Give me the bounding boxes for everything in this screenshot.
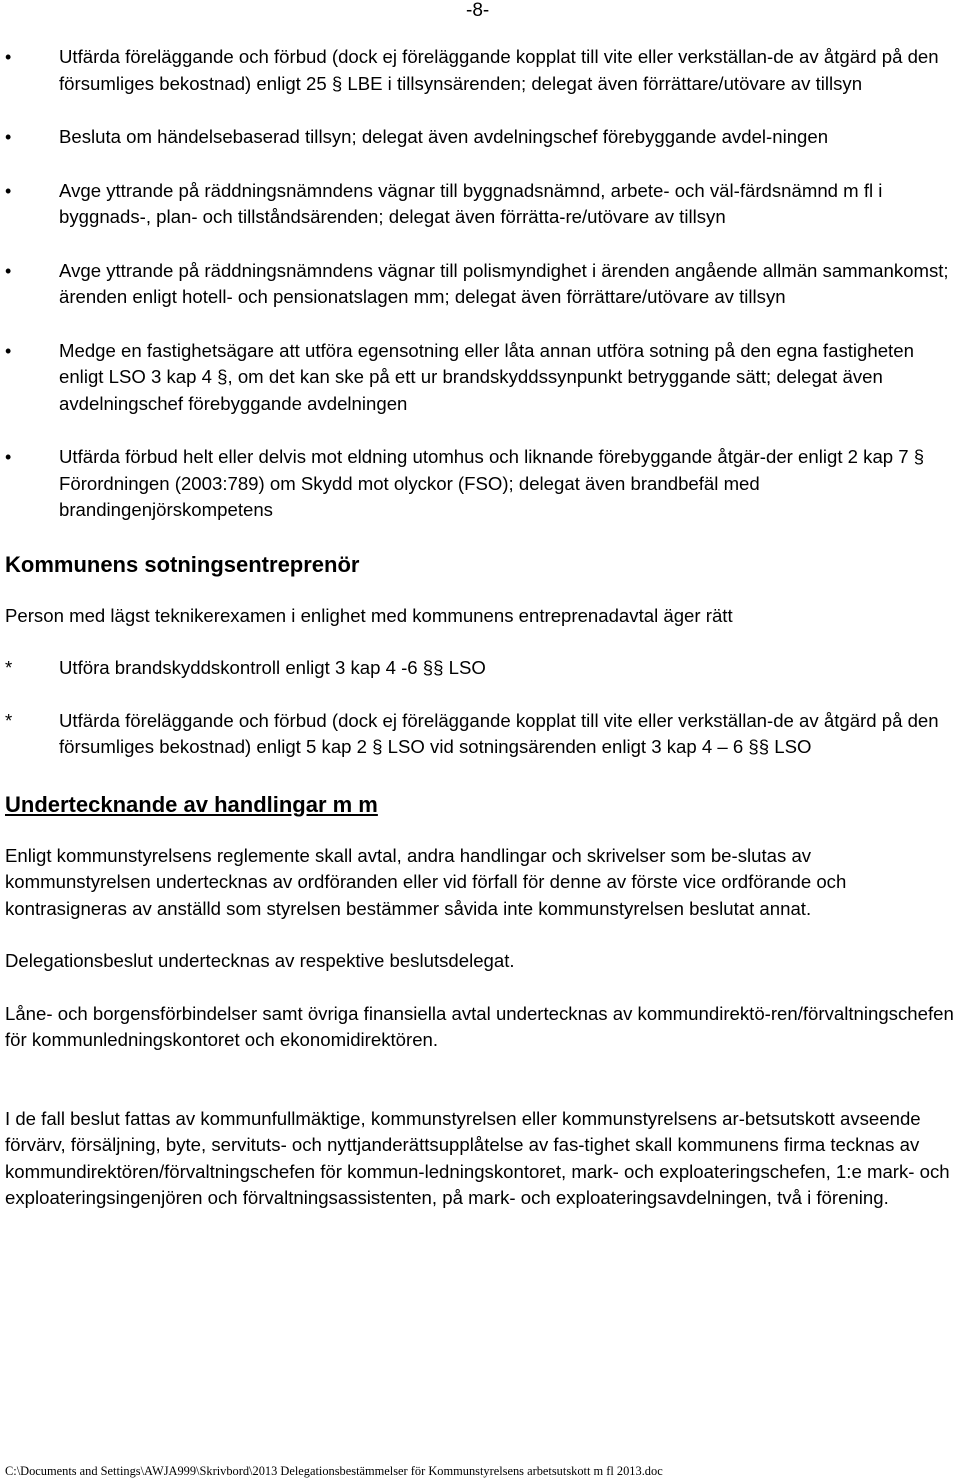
list-item-text: Utföra brandskyddskontroll enligt 3 kap 4 -6 §§ LSO: [59, 657, 486, 678]
list-item-text: Avge yttrande på räddningsnämndens vägnar till byggnadsnämnd, arbete- och väl-färdsnämnd m fl i byggnads-, plan- och tillståndsärenden; delegat även förrätta-re/utövare av tillsyn: [59, 179, 883, 227]
bullet-icon: •: [5, 340, 12, 361]
list-item: [5, 444, 957, 524]
section-heading-undertecknande: Undertecknande av handlingar m m: [5, 791, 378, 817]
asterisk-marker: *: [5, 657, 13, 678]
list-item-text: Besluta om händelsebaserad tillsyn; delegat även avdelningschef förebyggande avdel-ningen: [59, 126, 829, 147]
bullet-icon: •: [5, 127, 12, 147]
list-item-text: Utfärda föreläggande och förbud (dock ej föreläggande kopplat till vite eller verkställan-de av åtgärd på den försumliges bekostnad) enligt 5 kap 2 § LSO vid sotningsärenden enligt 3 kap 4 – 6 §§ LSO: [59, 709, 939, 757]
paragraph: Låne- och borgensförbindelser samt övriga finansiella avtal undertecknas av kommundirektö-ren/förvaltningschefen för kommunledningskontoret och ekonomidirektören.: [5, 1002, 954, 1050]
delegation-bullet-list: [5, 44, 957, 524]
page-number: -8-: [466, 0, 490, 21]
paragraph: Delegationsbeslut undertecknas av respektive beslutsdelegat.: [5, 950, 515, 971]
bullet-icon: •: [5, 447, 12, 467]
bullet-icon: •: [5, 180, 12, 201]
bullet-icon: •: [5, 260, 12, 281]
list-item: [5, 178, 957, 231]
list-item: [5, 44, 957, 97]
list-item: [5, 124, 957, 151]
document-body: [5, 44, 957, 1238]
list-item-text: Utfärda förbud helt eller delvis mot eldning utomhus och liknande förebyggande åtgär-der enligt 2 kap 7 § Förordningen (2003:789) om Skydd mot olyckor (FSO); delegat även brandbefäl med brandingenjörskompetens: [59, 446, 925, 520]
list-item: [5, 338, 957, 418]
list-item-text: Avge yttrande på räddningsnämndens vägnar till polismyndighet i ärenden angående allmän sammankomst; ärenden enligt hotell- och pensionatslagen mm; delegat även förrättare/utövare av tillsyn: [59, 259, 949, 307]
list-item-text: Utfärda föreläggande och förbud (dock ej föreläggande kopplat till vite eller verkställan-de av åtgärd på den försumliges bekostnad) enligt 25 § LBE i tillsynsärenden; delegat även förrättare/utövare av tillsyn: [59, 46, 939, 94]
bullet-icon: •: [5, 47, 12, 67]
asterisk-marker: *: [5, 709, 13, 731]
paragraph: Enligt kommunstyrelsens reglemente skall avtal, andra handlingar och skrivelser som be-slutas av kommunstyrelsen undertecknas av ordföranden eller vid förfall för denne av förste vice ordförande och kontrasigneras av anställd som styrelsen bestämmer såvida inte kommunstyrelsen beslutat annat.: [5, 844, 847, 919]
footer-file-path: C:\Documents and Settings\AWJA999\Skrivbord\2013 Delegationsbestämmelser för Kommunstyrelsens arbetsutskott m fl 2013.doc: [5, 1464, 663, 1478]
list-item: [5, 708, 957, 761]
list-item: [5, 655, 957, 682]
paragraph: I de fall beslut fattas av kommunfullmäktige, kommunstyrelsen eller kommunstyrelsens ar-betsutskott avseende förvärv, försäljning, byte, servituts- och nyttjanderättsupplåtelse av fas-tighet skall kommunens firma tecknas av kommundirektören/förvaltningschefen för kommun-ledningskontoret, mark- och exploateringschefen, 1:e mark- och exploateringsingenjören och förvaltningsassistenten, på mark- och exploateringsavdelningen, två i förening.: [5, 1107, 950, 1208]
section-heading-sotning: Kommunens sotningsentreprenör: [5, 551, 360, 577]
list-item: [5, 258, 957, 311]
section-intro: Person med lägst teknikerexamen i enlighet med kommunens entreprenadavtal äger rätt: [5, 604, 733, 626]
list-item-text: Medge en fastighetsägare att utföra egensotning eller låta annan utföra sotning på den egna fastigheten enligt LSO 3 kap 4 §, om det kan ske på ett ur brandskyddssynpunkt betryggande sätt; delegat även avdelningschef förebyggande avdelningen: [59, 339, 914, 414]
